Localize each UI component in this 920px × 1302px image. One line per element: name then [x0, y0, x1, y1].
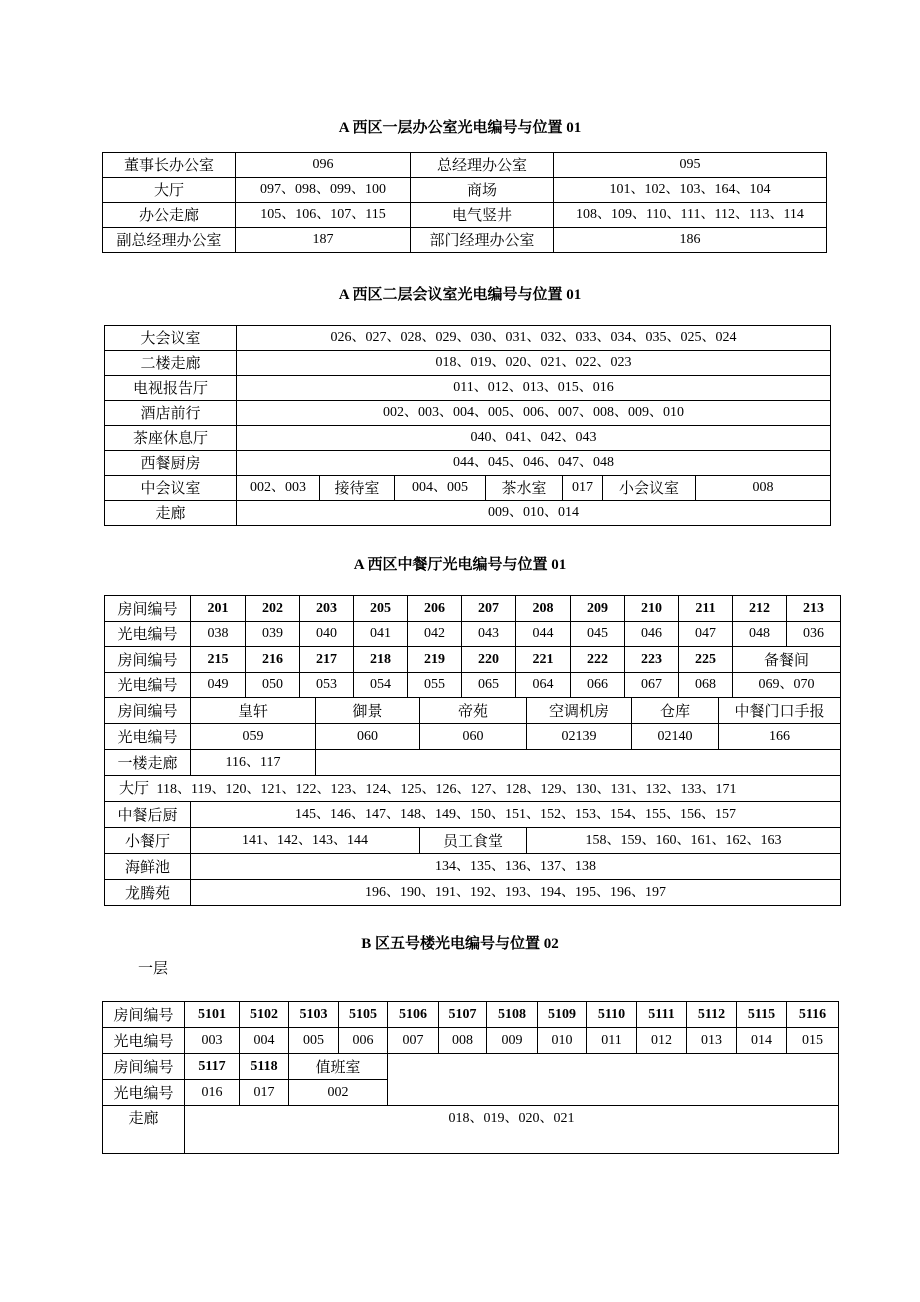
code-cell: 068: [679, 673, 733, 698]
code-cell: 009、010、014: [237, 501, 831, 526]
code-cell: 006: [339, 1028, 388, 1054]
room-number: 216: [246, 647, 300, 673]
row-label: 房间编号: [103, 1054, 185, 1080]
code-cell: 158、159、160、161、162、163: [527, 828, 841, 854]
room-number: 221: [516, 647, 571, 673]
row-label: 光电编号: [103, 1028, 185, 1054]
code-cell: 038: [191, 622, 246, 647]
room-cell: 大厅: [119, 778, 150, 797]
restaurant-table: [104, 595, 841, 698]
code-cell: 196、190、191、192、193、194、195、196、197: [191, 880, 841, 906]
room-number: 202: [246, 596, 300, 622]
room-number: 205: [354, 596, 408, 622]
row-label: 光电编号: [105, 622, 191, 647]
room-cell: 小餐厅: [105, 828, 191, 854]
room-cell: 茶座休息厅: [105, 426, 237, 451]
room-cell: 董事长办公室: [103, 153, 236, 178]
code-cell: 013: [687, 1028, 737, 1054]
empty-cell: [316, 750, 841, 776]
section-title: A 西区中餐厅光电编号与位置 01: [353, 557, 567, 573]
room-number: 5116: [787, 1002, 839, 1028]
code-cell: 095: [554, 153, 827, 178]
room-number: 210: [625, 596, 679, 622]
room-number: 5101: [185, 1002, 240, 1028]
room-number: 5108: [487, 1002, 538, 1028]
room-number: 206: [408, 596, 462, 622]
row-label: 房间编号: [105, 647, 191, 673]
code-cell: 016: [185, 1080, 240, 1106]
room-number: 5107: [439, 1002, 487, 1028]
room-number: 5111: [637, 1002, 687, 1028]
code-cell: 048: [733, 622, 787, 647]
room-number: 220: [462, 647, 516, 673]
room-cell: 电气竖井: [411, 203, 554, 228]
room-number: 209: [571, 596, 625, 622]
code-cell: 014: [737, 1028, 787, 1054]
room-cell: 小会议室: [603, 476, 696, 501]
code-cell: 187: [236, 228, 411, 253]
room-cell: 龙腾苑: [105, 880, 191, 906]
code-cell: 116、117: [191, 750, 316, 776]
room-number: 5105: [339, 1002, 388, 1028]
code-cell: 012: [637, 1028, 687, 1054]
hall-row: [105, 776, 841, 802]
code-cell: 059: [191, 724, 316, 750]
room-cell: 接待室: [320, 476, 395, 501]
code-cell: 005: [289, 1028, 339, 1054]
code-cell: 009: [487, 1028, 538, 1054]
code-cell: 166: [719, 724, 841, 750]
room-cell: 西餐厨房: [105, 451, 237, 476]
code-cell: 002、003: [237, 476, 320, 501]
room-cell: 一楼走廊: [105, 750, 191, 776]
code-cell: 017: [563, 476, 603, 501]
code-cell: 02140: [632, 724, 719, 750]
row-label: 光电编号: [105, 673, 191, 698]
room-cell: 中餐后厨: [105, 802, 191, 828]
room-number: 5102: [240, 1002, 289, 1028]
room-cell: 御景: [316, 698, 420, 724]
code-cell: 040: [300, 622, 354, 647]
code-cell: 049: [191, 673, 246, 698]
room-number: 215: [191, 647, 246, 673]
code-cell: 004: [240, 1028, 289, 1054]
room-cell: 茶水室: [486, 476, 563, 501]
code-cell: 069、070: [733, 673, 841, 698]
room-cell: 大会议室: [105, 326, 237, 351]
code-cell: 041: [354, 622, 408, 647]
code-cell: 045: [571, 622, 625, 647]
room-cell: 商场: [411, 178, 554, 203]
code-cell: 118、119、120、121、122、123、124、125、126、127、128、129、130、131、132、133、171: [156, 781, 737, 797]
code-cell: 002、003、004、005、006、007、008、009、010: [237, 401, 831, 426]
code-cell: 044: [516, 622, 571, 647]
room-number: 5109: [538, 1002, 587, 1028]
code-cell: 101、102、103、164、104: [554, 178, 827, 203]
code-cell: 026、027、028、029、030、031、032、033、034、035、025、024: [237, 326, 831, 351]
code-cell: 097、098、099、100: [236, 178, 411, 203]
room-cell: 办公走廊: [103, 203, 236, 228]
code-cell: 066: [571, 673, 625, 698]
code-cell: 065: [462, 673, 516, 698]
room-cell: 二楼走廊: [105, 351, 237, 376]
code-cell: 046: [625, 622, 679, 647]
code-cell: 017: [240, 1080, 289, 1106]
room-number: 225: [679, 647, 733, 673]
room-number: 213: [787, 596, 841, 622]
section-title: B 区五号楼光电编号与位置 02: [361, 936, 559, 952]
room-cell: 大厅: [103, 178, 236, 203]
restaurant-table-lower: [104, 697, 841, 906]
code-cell: 145、146、147、148、149、150、151、152、153、154、155、156、157: [191, 802, 841, 828]
code-cell: 043: [462, 622, 516, 647]
room-cell: 中餐门口手报: [719, 698, 841, 724]
room-cell: 备餐间: [733, 647, 841, 673]
section-title: A 西区二层会议室光电编号与位置 01: [338, 287, 582, 303]
code-cell: 015: [787, 1028, 839, 1054]
code-cell: 105、106、107、115: [236, 203, 411, 228]
room-number: 5103: [289, 1002, 339, 1028]
code-cell: 008: [696, 476, 831, 501]
room-number: 219: [408, 647, 462, 673]
code-cell: 096: [236, 153, 411, 178]
room-number: 217: [300, 647, 354, 673]
room-number: 201: [191, 596, 246, 622]
code-cell: 067: [625, 673, 679, 698]
code-cell: 047: [679, 622, 733, 647]
code-cell: 010: [538, 1028, 587, 1054]
room-cell: 副总经理办公室: [103, 228, 236, 253]
code-cell: 054: [354, 673, 408, 698]
code-cell: 011: [587, 1028, 637, 1054]
room-cell: 帝苑: [420, 698, 527, 724]
code-cell: 044、045、046、047、048: [237, 451, 831, 476]
code-cell: 141、142、143、144: [191, 828, 420, 854]
room-number: 5117: [185, 1054, 240, 1080]
room-cell: 空调机房: [527, 698, 632, 724]
room-cell: 走廊: [103, 1106, 185, 1154]
code-cell: 011、012、013、015、016: [237, 376, 831, 401]
row-label: 光电编号: [105, 724, 191, 750]
code-cell: 007: [388, 1028, 439, 1054]
row-label: 房间编号: [105, 698, 191, 724]
room-number: 211: [679, 596, 733, 622]
room-number: 223: [625, 647, 679, 673]
room-number: 5110: [587, 1002, 637, 1028]
code-cell: 108、109、110、111、112、113、114: [554, 203, 827, 228]
room-cell: 海鲜池: [105, 854, 191, 880]
room-number: 212: [733, 596, 787, 622]
room-cell: 仓库: [632, 698, 719, 724]
code-cell: 055: [408, 673, 462, 698]
row-label: 房间编号: [105, 596, 191, 622]
room-cell: 值班室: [289, 1054, 388, 1080]
room-cell: 皇轩: [191, 698, 316, 724]
code-cell: 008: [439, 1028, 487, 1054]
room-number: 5115: [737, 1002, 787, 1028]
code-cell: 042: [408, 622, 462, 647]
room-number: 5112: [687, 1002, 737, 1028]
room-number: 208: [516, 596, 571, 622]
code-cell: 186: [554, 228, 827, 253]
code-cell: 018、019、020、021、022、023: [237, 351, 831, 376]
code-cell: 060: [420, 724, 527, 750]
room-cell: 部门经理办公室: [411, 228, 554, 253]
room-number: 203: [300, 596, 354, 622]
building5-table: [102, 1001, 839, 1154]
room-cell: 中会议室: [105, 476, 237, 501]
room-cell: 电视报告厅: [105, 376, 237, 401]
code-cell: 039: [246, 622, 300, 647]
code-cell: 064: [516, 673, 571, 698]
row-label: 光电编号: [103, 1080, 185, 1106]
code-cell: 053: [300, 673, 354, 698]
code-cell: 050: [246, 673, 300, 698]
code-cell: 134、135、136、137、138: [191, 854, 841, 880]
room-number: 5106: [388, 1002, 439, 1028]
office-table: [102, 152, 827, 253]
room-cell: 员工食堂: [420, 828, 527, 854]
meeting-table: [104, 325, 831, 526]
code-cell: 018、019、020、021: [185, 1106, 839, 1154]
room-number: 5118: [240, 1054, 289, 1080]
code-cell: 036: [787, 622, 841, 647]
room-cell: 酒店前行: [105, 401, 237, 426]
empty-cell: [388, 1054, 839, 1106]
code-cell: 02139: [527, 724, 632, 750]
code-cell: 004、005: [395, 476, 486, 501]
floor-label: 一层: [138, 961, 169, 977]
code-cell: 060: [316, 724, 420, 750]
code-cell: 003: [185, 1028, 240, 1054]
code-cell: 040、041、042、043: [237, 426, 831, 451]
room-number: 218: [354, 647, 408, 673]
room-number: 222: [571, 647, 625, 673]
section-title: A 西区一层办公室光电编号与位置 01: [338, 120, 582, 136]
room-cell: 走廊: [105, 501, 237, 526]
room-cell: 总经理办公室: [411, 153, 554, 178]
row-label: 房间编号: [103, 1002, 185, 1028]
code-cell: 002: [289, 1080, 388, 1106]
room-number: 207: [462, 596, 516, 622]
